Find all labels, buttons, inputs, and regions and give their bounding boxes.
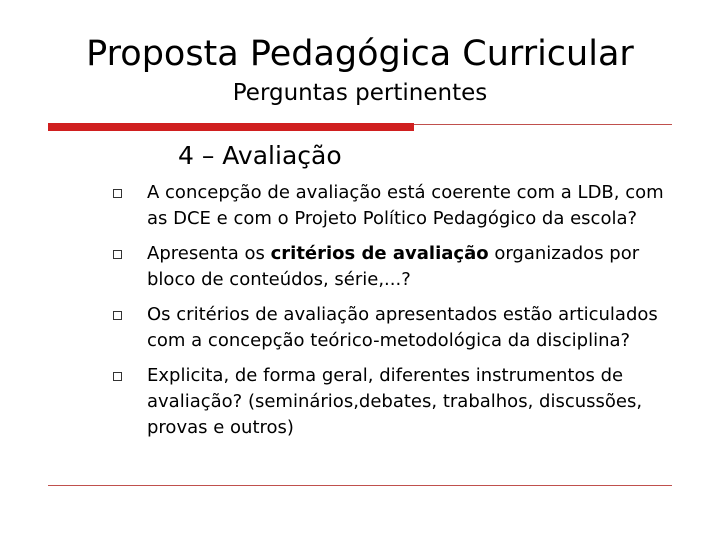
square-bullet-icon — [113, 311, 122, 320]
square-bullet-icon — [113, 250, 122, 259]
bullet-text-emphasis: critérios de avaliação — [270, 243, 489, 264]
bullet-text: Os critérios de avaliação apresentados estão articulados com a concepção teórico-metodológica da disciplina? — [147, 304, 658, 351]
bullet-text-prefix: Apresenta os — [147, 243, 271, 264]
bullet-item — [110, 363, 685, 441]
square-bullet-icon — [113, 189, 122, 198]
slide-title: Proposta Pedagógica Curricular — [86, 34, 634, 74]
square-bullet-icon — [113, 372, 122, 381]
bullet-item — [110, 241, 685, 293]
section-heading: 4 – Avaliação — [178, 141, 342, 170]
bullet-item — [110, 180, 685, 232]
title-accent-bar — [48, 123, 414, 131]
slide-subtitle: Perguntas pertinentes — [232, 80, 488, 106]
bullet-text: Explicita, de forma geral, diferentes instrumentos de avaliação? (seminários,debates, trabalhos, discussões, provas e outros) — [147, 365, 643, 438]
bullet-text: A concepção de avaliação está coerente com a LDB, com as DCE e com o Projeto Político Pedagógico da escola? — [147, 182, 664, 229]
bullet-list — [110, 180, 685, 450]
footer-divider-line — [48, 485, 672, 486]
bullet-text-suffix: organizados por bloco de conteúdos, série,...? — [147, 243, 640, 290]
bullet-item — [110, 302, 685, 354]
